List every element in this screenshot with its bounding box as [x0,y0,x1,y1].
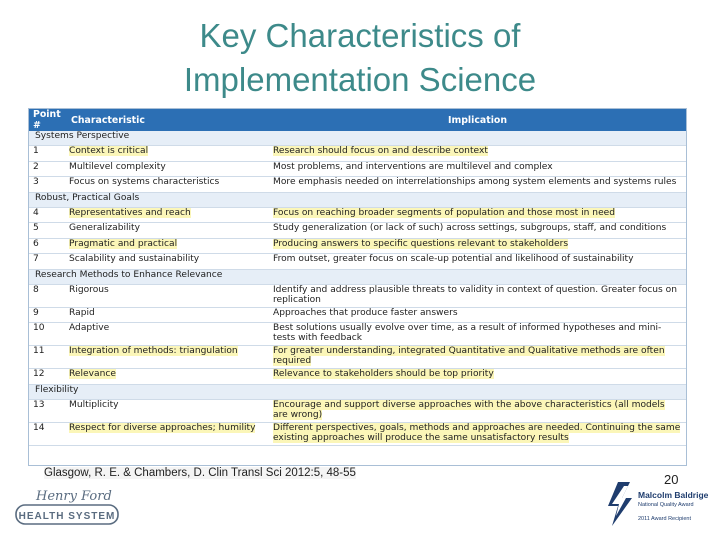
svg-text:National Quality Award: National Quality Award [638,502,694,508]
characteristics-table-wrapper [28,108,687,466]
point-number: 3 [29,177,67,193]
characteristic-cell [67,177,269,193]
table-row [29,254,686,270]
characteristic-cell [67,323,269,346]
section-row [29,192,686,207]
henry-ford-logo [14,484,120,528]
implication-text: For greater understanding, integrated Quantitative and Qualitative methods are often required [273,346,665,367]
svg-text:Henry Ford: Henry Ford [36,489,112,504]
characteristic-cell [67,223,269,239]
header-implication: Implication [269,109,686,131]
table-row [29,369,686,385]
implication-cell [269,284,686,307]
characteristic-cell [67,146,269,162]
table-row [29,323,686,346]
point-number: 4 [29,207,67,223]
implication-text: Approaches that produce faster answers [273,307,458,318]
implication-text: Producing answers to specific questions relevant to stakeholders [273,238,569,249]
characteristic-text: Adaptive [69,323,110,333]
implication-text: More emphasis needed on interrelationships among system elements and systems rules [273,177,677,187]
implication-cell [269,161,686,177]
implication-text: Different perspectives, goals, methods and approaches are needed. Continuing the same existing approaches will produce the same unsatisfactory results [273,422,681,443]
table-body [29,131,686,445]
implication-text: Focus on reaching broader segments of population and those most in need [273,207,616,218]
implication-cell [269,369,686,385]
characteristic-cell [67,207,269,223]
point-number: 2 [29,161,67,177]
table-row [29,223,686,239]
table-row [29,284,686,307]
table-header-row [29,109,686,131]
characteristic-cell [67,307,269,323]
section-row [29,384,686,399]
table-row [29,346,686,369]
page-number: 20 [664,472,679,487]
point-number: 9 [29,307,67,323]
characteristic-cell [67,399,269,422]
section-title: Flexibility [29,384,686,399]
point-number: 1 [29,146,67,162]
characteristic-cell [67,422,269,445]
characteristic-text: Relevance [69,369,116,379]
citation: Glasgow, R. E. & Chambers, D. Clin Transl Sci 2012:5, 48-55 [44,467,356,479]
characteristic-text: Context is critical [69,146,149,156]
slide-title [0,14,720,102]
implication-cell [269,207,686,223]
table-row [29,307,686,323]
header-point: Point # [29,109,67,131]
point-number: 8 [29,284,67,307]
implication-text: Research should focus on and describe context [273,146,488,156]
point-number: 11 [29,346,67,369]
section-title: Research Methods to Enhance Relevance [29,269,686,284]
implication-text: From outset, greater focus on scale-up potential and likelihood of sustainability [273,254,634,264]
characteristic-text: Generalizability [69,223,141,233]
characteristic-cell [67,369,269,385]
characteristic-text: Representatives and reach [69,207,191,218]
section-title: Robust, Practical Goals [29,192,686,207]
section-row [29,269,686,284]
point-number: 10 [29,323,67,346]
slide-title-line1: Key Characteristics of [199,17,521,54]
characteristics-table [29,109,686,446]
baldrige-award-logo [600,480,710,528]
implication-cell [269,238,686,254]
implication-text: Study generalization (or lack of such) across settings, subgroups, staff, and conditions [273,223,667,233]
point-number: 6 [29,238,67,254]
implication-text: Most problems, and interventions are multilevel and complex [273,161,553,172]
svg-text:2011 Award Recipient: 2011 Award Recipient [638,516,691,522]
implication-text: Relevance to stakeholders should be top priority [273,369,494,379]
point-number: 14 [29,422,67,445]
characteristic-text: Pragmatic and practical [69,238,178,249]
table-row [29,238,686,254]
table-row [29,177,686,193]
implication-cell [269,254,686,270]
characteristic-text: Rapid [69,307,95,318]
point-number: 7 [29,254,67,270]
table-row [29,146,686,162]
characteristic-text: Respect for diverse approaches; humility [69,422,256,433]
implication-text: Encourage and support diverse approaches with the above characteristics (all models are wrong) [273,399,665,420]
characteristic-text: Scalability and sustainability [69,254,200,264]
point-number: 13 [29,399,67,422]
characteristic-text: Multilevel complexity [69,161,166,172]
point-number: 12 [29,369,67,385]
table-row [29,422,686,445]
characteristic-cell [67,161,269,177]
characteristic-text: Rigorous [69,284,109,295]
svg-text:Malcolm Baldrige: Malcolm Baldrige [638,490,709,500]
characteristic-cell [67,238,269,254]
table-row [29,399,686,422]
characteristic-text: Multiplicity [69,399,119,410]
section-row [29,131,686,146]
characteristic-cell [67,346,269,369]
characteristic-text: Integration of methods: triangulation [69,346,238,356]
implication-cell [269,323,686,346]
table-row [29,207,686,223]
characteristic-cell [67,284,269,307]
implication-cell [269,422,686,445]
implication-text: Best solutions usually evolve over time, as a result of informed hypotheses and mini-tests with feedback [273,323,662,344]
point-number: 5 [29,223,67,239]
svg-text:HEALTH SYSTEM: HEALTH SYSTEM [18,511,116,522]
implication-cell [269,399,686,422]
implication-text: Identify and address plausible threats to validity in context of question. Greater focus on replication [273,284,678,305]
header-characteristic: Characteristic [67,109,269,131]
characteristic-text: Focus on systems characteristics [69,177,220,187]
implication-cell [269,223,686,239]
section-title: Systems Perspective [29,131,686,146]
characteristic-cell [67,254,269,270]
implication-cell [269,346,686,369]
implication-cell [269,177,686,193]
slide-title-line2: Implementation Science [183,61,537,98]
table-row [29,161,686,177]
implication-cell [269,146,686,162]
implication-cell [269,307,686,323]
